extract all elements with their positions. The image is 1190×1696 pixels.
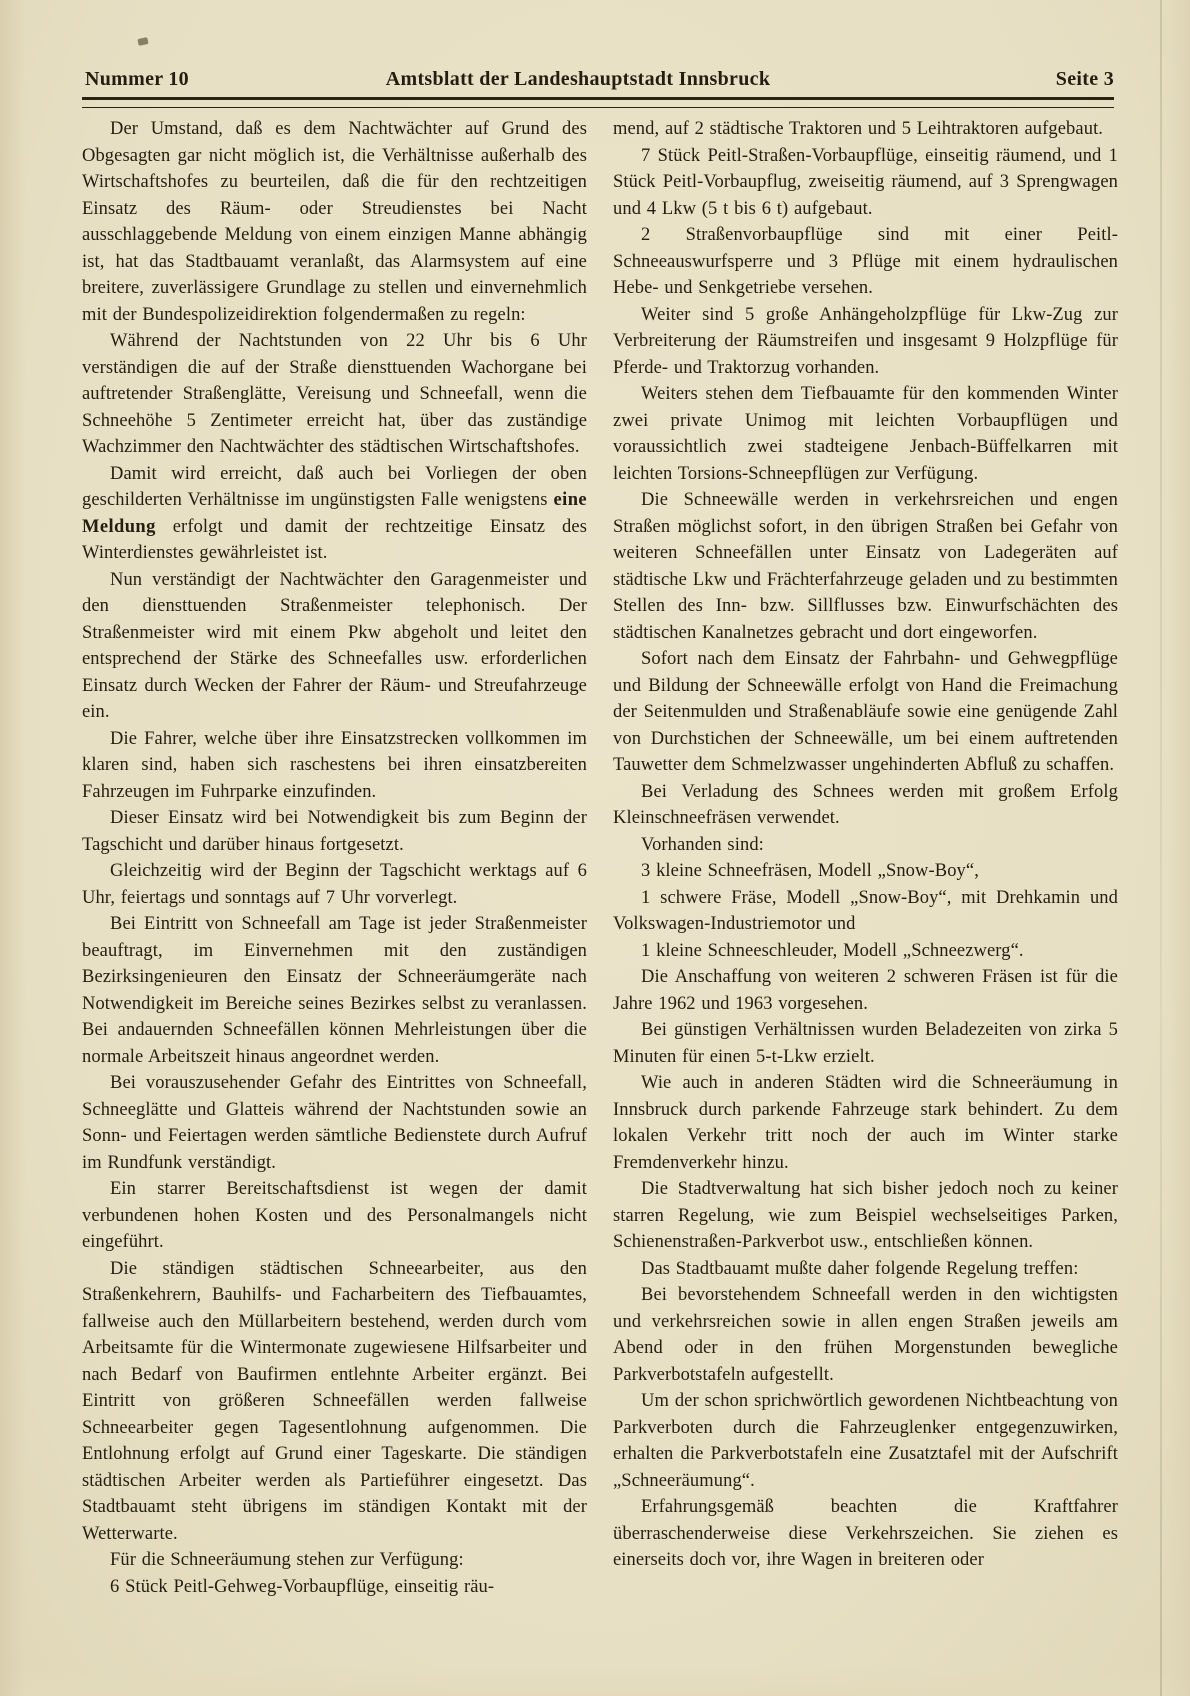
issue-number: Nummer 10 [85,68,189,90]
page-edge-shadow [1160,0,1162,1696]
paragraph: Sofort nach dem Einsatz der Fahrbahn- und Gehwegpflüge und Bildung der Schneewälle erfolgt von Hand die Freimachung der Seitenmulden und Straßenabläufe sowie eine genügende Zahl von Durchstichen der Schneewälle, um bei einem auftretenden Tauwetter dem Schmelzwasser ungehinderten Abfluß zu schaffen. [613,649,1118,775]
list-item-paragraph: 3 kleine Schneefräsen, Modell „Snow-Boy“, [641,861,979,881]
paragraph: 6 Stück Peitl-Gehweg-Vorbaupflüge, einseitig räu- [110,1576,495,1597]
right-column [613,116,1118,1584]
paragraph: Um der schon sprichwörtlich gewordenen Nichtbeachtung von Parkverboten durch die Fahrzeuglenker entgegenzuwirken, erhalten die Parkverbotstafeln eine Zusatztafel mit der Aufschrift „Schneeräumung“. [613,1391,1118,1491]
paragraph: Das Stadtbauamt mußte daher folgende Regelung treffen: [641,1258,1079,1279]
paragraph: Die Stadtverwaltung hat sich bisher jedoch noch zu keiner starren Regelung, wie zum Beispiel wechselseitiges Parken, Schienenstraßen-Parkverbot usw., entschließen können. [613,1179,1118,1252]
page-title: Amtsblatt der Landeshauptstadt Innsbruck [385,68,771,90]
paragraph: Bei Eintritt von Schneefall am Tage ist jeder Straßenmeister beauftragt, im Einvernehmen mit den zuständigen Bezirksingenieuren den Einsatz der Schneeräumgeräte nach Notwendigkeit im Bereiche seines Bezirkes selbst zu veranlassen. Bei andauernden Schneefällen können Mehrleistungen über die normale Arbeitszeit hinaus angeordnet werden. [82,914,587,1067]
paragraph [82,461,587,567]
page-number: Seite 3 [1055,68,1114,90]
paragraph: Gleichzeitig wird der Beginn der Tagschicht werktags auf 6 Uhr, feiertags und sonntags auf 7 Uhr vorverlegt. [82,861,587,908]
paragraph: Weiter sind 5 große Anhängeholzpflüge für Lkw-Zug zur Verbreiterung der Räumstreifen und insgesamt 9 Holzpflüge für Pferde- und Traktorzug vorhanden. [613,304,1118,378]
paragraph: Bei vorauszusehender Gefahr des Eintrittes von Schneefall, Schneeglätte und Glatteis während der Nachtstunden sowie an Sonn- und Feiertagen werden sämtliche Bedienstete durch Aufruf im Rundfunk verständigt. [82,1073,587,1173]
paragraph: Weiters stehen dem Tiefbauamte für den kommenden Winter zwei private Unimog mit leichten Vorbaupflügen und voraussichtlich zwei stadteigene Jenbach-Büffelkarren mit leichten Torsions-Schneepflügen zur Verfügung. [613,384,1118,484]
header-rule [82,97,1114,108]
paragraph: Erfahrungsgemäß beachten die Kraftfahrer überraschenderweise diese Verkehrszeichen. Sie ziehen es einerseits doch vor, ihre Wagen in breiteren oder [613,1497,1118,1570]
page-header [82,68,1114,94]
paragraph: 7 Stück Peitl-Straßen-Vorbaupflüge, einseitig räumend, und 1 Stück Peitl-Vorbaupflug, zweiseitig räumend, auf 3 Sprengwagen und 4 Lkw (5 t bis 6 t) aufgebaut. [613,145,1118,219]
paragraph: Die ständigen städtischen Schneearbeiter, aus den Straßenkehrern, Bauhilfs- und Facharbeitern des Tiefbauamtes, fallweise auch den Müllarbeitern bestehend, werden durch vom Arbeitsamte für die Wintermonate zugewiesene Hilfsarbeiter und nach Bedarf von Baufirmen entlehnte Arbeiter ergänzt. Bei Eintritt von größeren Schneefällen werden fallweise Schneearbeiter gegen Tagesentlohnung aufgenommen. Die Entlohnung erfolgt auf Grund einer Tageskarte. Die ständigen städtischen Arbeiter werden als Partieführer eingesetzt. Das Stadtbauamt steht übrigens im ständigen Kontakt mit der Wetterwarte. [82,1258,587,1544]
paragraph: Dieser Einsatz wird bei Notwendigkeit bis zum Beginn der Tagschicht und darüber hinaus fortgesetzt. [82,808,587,855]
paragraph: Für die Schneeräumung stehen zur Verfügung: [110,1550,464,1570]
left-column [82,116,587,1597]
paragraph: Die Fahrer, welche über ihre Einsatzstrecken vollkommen im klaren sind, haben sich raschestens bei ihren einsatzbereiten Fahrzeugen im Fuhrparke einzufinden. [82,728,587,802]
text-columns [82,116,1118,1597]
paragraph: Der Umstand, daß es dem Nachtwächter auf Grund des Obgesagten gar nicht möglich ist, die Verhältnisse außerhalb des Wirtschaftshofes zu beurteilen, daß die für den rechtzeitigen Einsatz des Räum- oder Streudienstes bei Nacht ausschlaggebende Meldung von einem einzigen Manne abhängig ist, hat das Stadtbauamt veranlaßt, das Alarmsystem auf eine breitere, zuverlässigere Grundlage zu stellen und einvernehmlich mit der Bundespolizeidirektion folgendermaßen zu regeln: [82,119,587,325]
paragraph: Die Anschaffung von weiteren 2 schweren Fräsen ist für die Jahre 1962 und 1963 vorgesehen. [613,967,1118,1014]
paragraph-text: Damit wird erreicht, daß auch bei Vorliegen der oben geschilderten Verhältnisse im ungünstigsten Falle wenigstens [82,463,587,510]
paragraph-bold-text: eine Meldung [82,490,587,537]
list-item-paragraph: 1 schwere Fräse, Modell „Snow-Boy“, mit Drehkamin und Volkswagen-Industriemotor und [613,887,1118,934]
paragraph: Bei bevorstehendem Schneefall werden in den wichtigsten und verkehrsreichen sowie in allen engen Straßen jeweils am Abend oder in den frühen Morgenstunden bewegliche Parkverbotstafeln aufgestellt. [613,1285,1118,1385]
paragraph: Vorhanden sind: [641,834,764,855]
paragraph: Nun verständigt der Nachtwächter den Garagenmeister und den diensttuenden Straßenmeister telephonisch. Der Straßenmeister wird mit einem Pkw abgeholt und leitet den entsprechend der Stärke des Schneefalles usw. erforderlichen Einsatz durch Wecken der Fahrer der Räum- und Streufahrzeuge ein. [82,569,587,722]
scan-artifact [137,37,148,46]
paragraph-continuation: mend, auf 2 städtische Traktoren und 5 Leihtraktoren aufgebaut. [613,119,1104,139]
paragraph: Bei Verladung des Schnees werden mit großem Erfolg Kleinschneefräsen verwendet. [613,781,1118,828]
paragraph: Wie auch in anderen Städten wird die Schneeräumung in Innsbruck durch parkende Fahrzeuge stark behindert. Zu dem lokalen Verkehr tritt noch der auch im Winter starke Fremdenverkehr hinzu. [613,1073,1118,1173]
paragraph-text: erfolgt und damit der rechtzeitige Einsatz des Winterdienstes gewährleistet ist. [82,516,587,563]
paragraph: Bei günstigen Verhältnissen wurden Beladezeiten von zirka 5 Minuten für einen 5-t-Lkw erzielt. [613,1020,1118,1067]
paragraph: Die Schneewälle werden in verkehrsreichen und engen Straßen möglichst sofort, in den übrigen Straßen bei Gefahr von weiteren Schneefällen unter Einsatz von Ladegeräten auf städtische Lkw und Frächterfahrzeuge geladen und zu bestimmten Stellen des Inn- bzw. Sillflusses bzw. Einwurfschächten des städtischen Kanalnetzes gebracht und dort eingeworfen. [613,490,1118,643]
paragraph: Ein starrer Bereitschaftsdienst ist wegen der damit verbundenen hohen Kosten und des Personalmangels nicht eingeführt. [82,1179,587,1252]
list-item-paragraph: 1 kleine Schneeschleuder, Modell „Schneezwerg“. [641,940,1024,961]
paragraph: 2 Straßenvorbaupflüge sind mit einer Peitl-Schneeauswurfsperre und 3 Pflüge mit einem hydraulischen Hebe- und Senkgetriebe versehen. [613,225,1118,298]
paragraph: Während der Nachtstunden von 22 Uhr bis 6 Uhr verständigen die auf der Straße diensttuenden Wachorgane bei auftretender Straßenglätte, Vereisung und Schneefall, wenn die Schneehöhe 5 Zentimeter erreicht hat, über das zuständige Wachzimmer den Nachtwächter des städtischen Wirtschaftshofes. [82,331,587,457]
